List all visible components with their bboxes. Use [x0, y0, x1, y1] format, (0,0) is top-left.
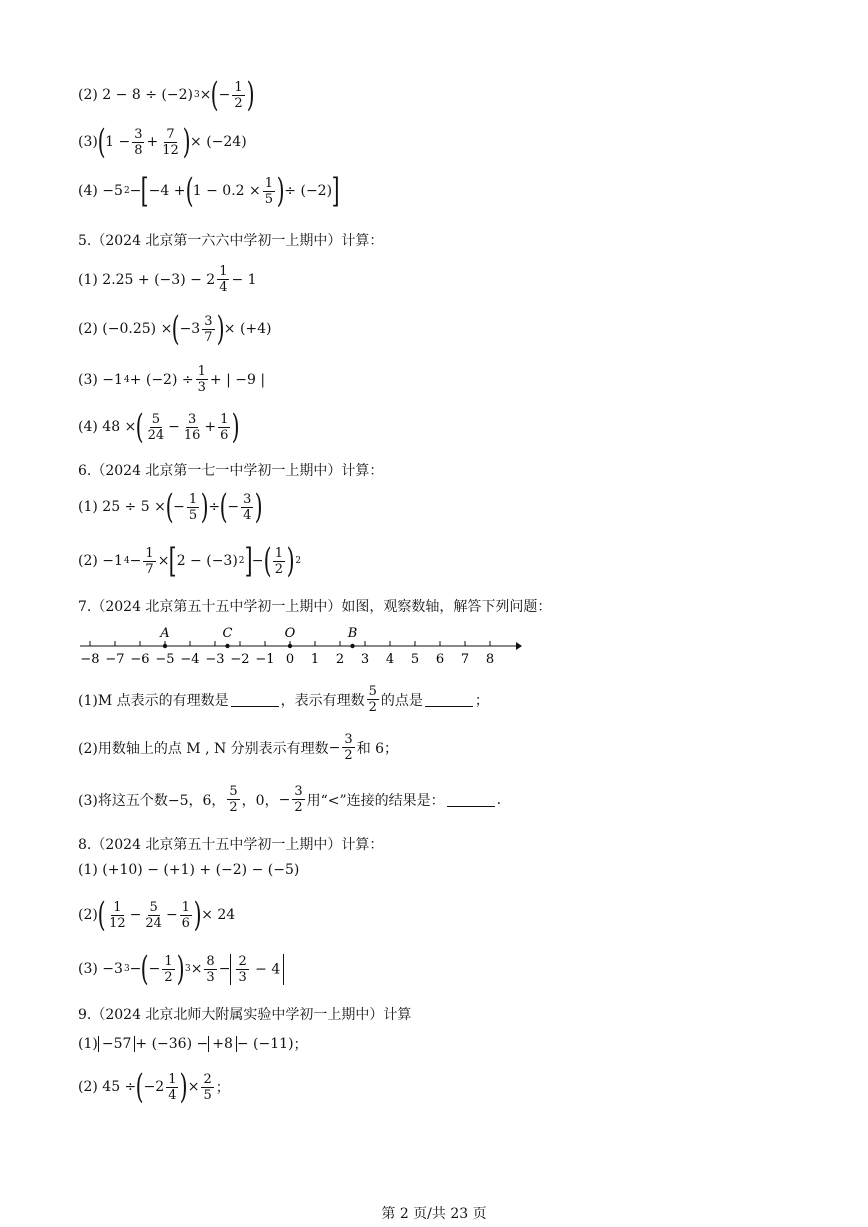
- axis-tick-label: −6: [130, 652, 150, 667]
- math-expression: −3 3 − ( − $\frac{1}{2}$ ) 3 × $\frac{8}{3}$ − $\frac{2}{3}$ − 4: [98, 952, 284, 986]
- problem-7-part-2: (2)用数轴上的点 M , N 分别表示有理数 − $\frac{3}{2}$ 和 6；: [78, 732, 399, 763]
- problem-5-part-1: (1) 2.25 + (−3) − 2 $\frac{1}{4}$ − 1: [78, 264, 257, 295]
- axis-tick-label: −7: [105, 652, 125, 667]
- problem-7-part-1: (1)M 点表示的有理数是 ，表示有理数 $\frac{5}{2}$ 的点是 ；: [78, 684, 489, 715]
- axis-tick-label: −4: [180, 652, 200, 667]
- math-expression: (−0.25) × ( −3 $\frac{3}{7}$ ) × (+4): [97, 309, 272, 349]
- fraction: $\frac{5}{2}$: [368, 684, 377, 715]
- math-expression: ( 1 − $\frac{3}{8}$ + $\frac{7}{12}$ ) × (−24): [97, 122, 247, 162]
- axis-point-label: B: [347, 626, 358, 641]
- page-footer: 第 2 页/共 23 页: [381, 1206, 487, 1222]
- problem-7-part-3: (3)将这五个数 −5，6， $\frac{5}{2}$ ，0， − $\frac{3}{2}$ 用“<”连接的结果是： .: [78, 784, 502, 815]
- problem-6-part-1: (1) 25 ÷ 5 × ( − $\frac{1}{5}$ ) ÷ ( − $\frac{3}{4}$ ): [78, 487, 264, 527]
- math-expression: 2 − 8 ÷ (−2) 3 × ( − $\frac{1}{2}$ ): [97, 75, 255, 115]
- axis-tick-label: −5: [155, 652, 175, 667]
- axis-point-label: A: [160, 626, 170, 641]
- problem-9-title: 9.（2024 北京北师大附属实验中学初一上期中）计算: [78, 1007, 412, 1023]
- answer-blank: [231, 692, 279, 707]
- math-expression: 25 ÷ 5 × ( − $\frac{1}{5}$ ) ÷ ( − $\frac{3}{4}$ ): [97, 487, 264, 527]
- axis-tick-label: −8: [80, 652, 100, 667]
- problem-4-part-4: (4) −5 2 − [ −4 + ( 1 − 0.2 × $\frac{1}{5}$ ) ÷ (−2) ]: [78, 171, 340, 211]
- axis-point-B: [350, 644, 354, 648]
- answer-blank: [447, 792, 495, 807]
- axis-tick-label: 7: [460, 652, 470, 667]
- problem-7-title: 7.（2024 北京第五十五中学初一上期中）如图，观察数轴，解答下列问题：: [78, 599, 552, 615]
- problem-5-part-2: (2) (−0.25) × ( −3 $\frac{3}{7}$ ) × (+4): [78, 309, 272, 349]
- axis-tick-label: −3: [205, 652, 225, 667]
- axis-point-label: O: [284, 626, 296, 641]
- axis-tick-label: −2: [230, 652, 250, 667]
- problem-4-part-2: (2) 2 − 8 ÷ (−2) 3 × ( − $\frac{1}{2}$ ): [78, 75, 255, 115]
- math-expression: 2.25 + (−3) − 2 $\frac{1}{4}$ − 1: [97, 264, 257, 295]
- math-expression: 45 ÷ ( −2 $\frac{1}{4}$ ) × $\frac{2}{5}$: [97, 1067, 212, 1107]
- problem-4-part-3: (3) ( 1 − $\frac{3}{8}$ + $\frac{7}{12}$ ) × (−24): [78, 122, 247, 162]
- axis-tick-label: 1: [310, 652, 320, 667]
- problem-5-part-3: (3) −1 4 + (−2) ÷ $\frac{1}{3}$ + | −9 |: [78, 364, 266, 395]
- problem-8-title: 8.（2024 北京第五十五中学初一上期中）计算：: [78, 837, 384, 853]
- problem-6-title: 6.（2024 北京第一七一中学初一上期中）计算：: [78, 463, 384, 479]
- axis-tick-label: 5: [410, 652, 420, 667]
- math-expression: −5 2 − [ −4 + ( 1 − 0.2 × $\frac{1}{5}$ ) ÷ (−2) ]: [97, 171, 340, 211]
- math-expression: ( $\frac{1}{12}$ − $\frac{5}{24}$ − $\frac{1}{6}$ ) × 24: [97, 895, 236, 935]
- problem-5-part-4: (4) 48 × ( $\frac{5}{24}$ − $\frac{3}{16}$ + $\frac{1}{6}$ ): [78, 407, 241, 447]
- axis-tick-label: 2: [335, 652, 345, 667]
- axis-tick-label: −1: [255, 652, 275, 667]
- axis-tick-label: 8: [485, 652, 495, 667]
- problem-9-part-1: (1) −57 + (−36) − +8 − (−11) ；: [78, 1036, 308, 1053]
- problem-6-part-2: (2) −1 4 − $\frac{1}{7}$ × [ 2 − (−3) 2 ] − ( $\frac{1}{2}$ ) 2: [78, 541, 302, 581]
- math-expression: 48 × ( $\frac{5}{24}$ − $\frac{3}{16}$ + $\frac{1}{6}$ ): [97, 407, 241, 447]
- axis-point-C: [225, 644, 229, 648]
- problem-8-part-1: (1) (+10) − (+1) + (−2) − (−5): [78, 862, 300, 878]
- axis-tick-label: 0: [285, 652, 295, 667]
- answer-blank: [425, 692, 473, 707]
- axis-tick-label: 4: [385, 652, 395, 667]
- axis-point-label: C: [222, 626, 233, 641]
- math-expression: (+10) − (+1) + (−2) − (−5): [97, 862, 300, 878]
- axis-arrow: [516, 642, 522, 650]
- math-expression: −1 4 − $\frac{1}{7}$ × [ 2 − (−3) 2 ] − ( $\frac{1}{2}$ ) 2: [97, 541, 302, 581]
- problem-8-part-3: (3) −3 3 − ( − $\frac{1}{2}$ ) 3 × $\frac{8}{3}$ − $\frac{2}{3}$ − 4: [78, 952, 284, 986]
- problem-5-title: 5.（2024 北京第一六六中学初一上期中）计算：: [78, 233, 384, 249]
- math-expression: −1 4 + (−2) ÷ $\frac{1}{3}$ + | −9 |: [97, 364, 266, 395]
- number-line: [76, 620, 526, 670]
- axis-point-O: [288, 644, 292, 648]
- math-expression: −57 + (−36) − +8 − (−11): [98, 1036, 294, 1052]
- problem-9-part-2: (2) 45 ÷ ( −2 $\frac{1}{4}$ ) × $\frac{2}{5}$ ；: [78, 1067, 230, 1107]
- axis-point-A: [163, 644, 167, 648]
- axis-tick-label: 3: [360, 652, 370, 667]
- problem-8-part-2: (2) ( $\frac{1}{12}$ − $\frac{5}{24}$ − $\frac{1}{6}$ ) × 24: [78, 895, 236, 935]
- axis-tick-label: 6: [435, 652, 445, 667]
